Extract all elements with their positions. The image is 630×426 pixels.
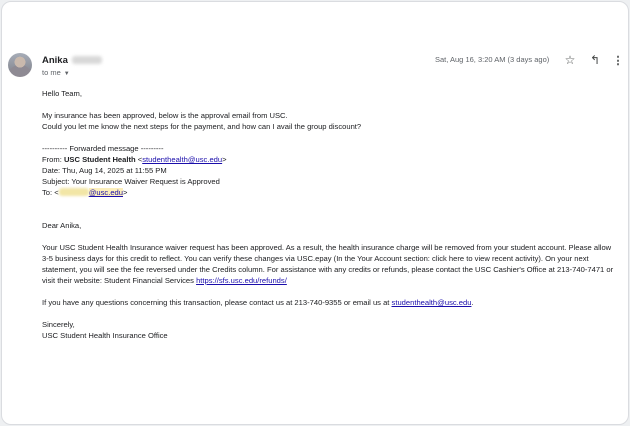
email-body <box>42 88 617 341</box>
recipient-details-toggle[interactable] <box>42 68 70 77</box>
sender-surname-redacted <box>72 56 102 64</box>
studenthealth-email-link[interactable]: studenthealth@usc.edu <box>391 298 472 307</box>
forward-from: From: USC Student Health <studenthealth@usc.edu> <box>42 155 227 164</box>
dear-line: Dear Anika, <box>42 221 82 230</box>
star-icon[interactable]: ☆ <box>564 53 576 67</box>
avatar[interactable] <box>8 53 32 77</box>
body-line-1: My insurance has been approved, below is the approval email from USC. <box>42 111 288 120</box>
sfs-refunds-link[interactable]: https://sfs.usc.edu/refunds/ <box>196 276 287 285</box>
redacted-email <box>59 188 89 196</box>
body-line-2: Could you let me know the next steps for the payment, and how can I avail the group discount? <box>42 122 362 131</box>
signature: USC Student Health Insurance Office <box>42 331 168 340</box>
forward-to: To: < @usc.edu> <box>42 188 128 197</box>
sender-name-text: Anika <box>42 55 68 66</box>
greeting: Hello Team, <box>42 89 82 98</box>
forward-from-name: USC Student Health <box>63 155 136 164</box>
email-date: Sat, Aug 16, 3:20 AM (3 days ago) <box>435 55 550 64</box>
signoff: Sincerely, <box>42 320 75 329</box>
forward-marker: ---------- Forwarded message --------- <box>42 144 164 153</box>
reply-icon[interactable]: ↰ <box>589 53 601 67</box>
forward-from-email-link[interactable]: studenthealth@usc.edu <box>142 155 223 164</box>
approval-paragraph: Your USC Student Health Insurance waiver request has been approved. As a result, the health insurance charge will be removed from your student account. Please allow 3-5 business days for this credit to reflect. You can verify these changes via USC.epay (In the Your Account section: click here to view recent activity). On your next statement, you will see the fee reversed under the Credits column. For assistance with any credits or refunds, please contact the USC Cashier's Office at 213-740-7471 or visit their website: Student Financial Services https://sfs.usc.edu/refunds/ <box>42 243 614 285</box>
chevron-down-icon: ▼ <box>63 71 70 77</box>
more-vert-icon[interactable]: ⋮ <box>612 54 624 67</box>
sender-name[interactable] <box>42 55 102 66</box>
contact-paragraph: If you have any questions concerning this transaction, please contact us at 213-740-9355 or email us at studenthealth@usc.edu. <box>42 298 474 307</box>
forward-subject: Subject: Your Insurance Waiver Request is Approved <box>42 177 220 186</box>
forward-to-email-link[interactable]: @usc.edu <box>88 188 123 197</box>
email-card <box>1 1 629 425</box>
forward-date: Date: Thu, Aug 14, 2025 at 11:55 PM <box>42 166 167 175</box>
recipient-label: to me <box>42 68 61 77</box>
